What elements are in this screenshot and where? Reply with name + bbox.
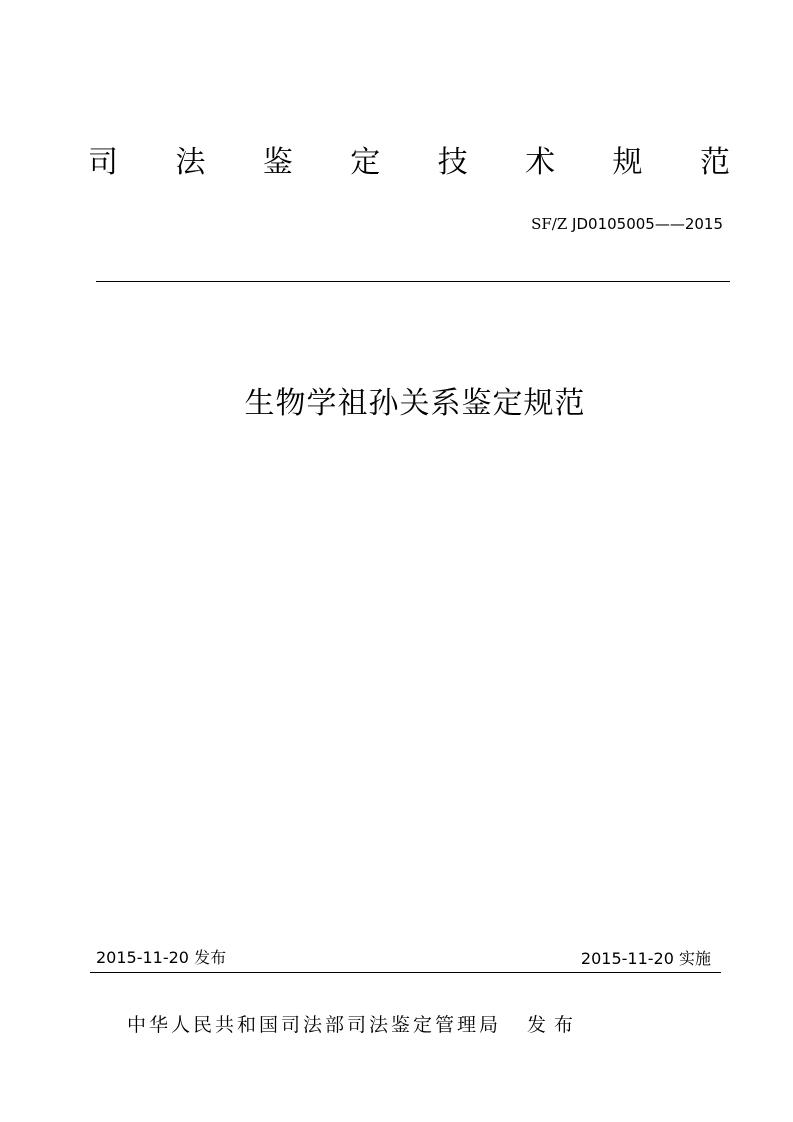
standard-prefix: SF/Z xyxy=(531,215,568,233)
series-title-char: 定 xyxy=(350,145,381,180)
series-title-char: 规 xyxy=(612,145,643,180)
footer-divider xyxy=(90,972,721,973)
series-title-char: 术 xyxy=(525,145,556,180)
header-divider xyxy=(96,281,730,282)
issuer-action: 发布 xyxy=(527,1014,582,1036)
series-title-char: 范 xyxy=(699,145,730,180)
issue-date: 2015-11-20 发布 xyxy=(96,948,227,967)
series-title xyxy=(88,140,730,186)
series-title-char: 法 xyxy=(175,145,206,180)
standard-code: JD0105005——2015 xyxy=(572,215,723,233)
series-title-char: 司 xyxy=(88,145,118,180)
implementation-date: 2015-11-20 实施 xyxy=(580,949,711,968)
series-title-char: 鉴 xyxy=(262,145,293,180)
standard-number xyxy=(531,213,723,235)
document-title: 生物学祖孙关系鉴定规范 xyxy=(244,386,586,421)
series-title-char: 技 xyxy=(437,145,468,180)
issuer-line xyxy=(127,1011,581,1039)
issuer-name: 中华人民共和国司法部司法鉴定管理局 xyxy=(127,1014,502,1036)
